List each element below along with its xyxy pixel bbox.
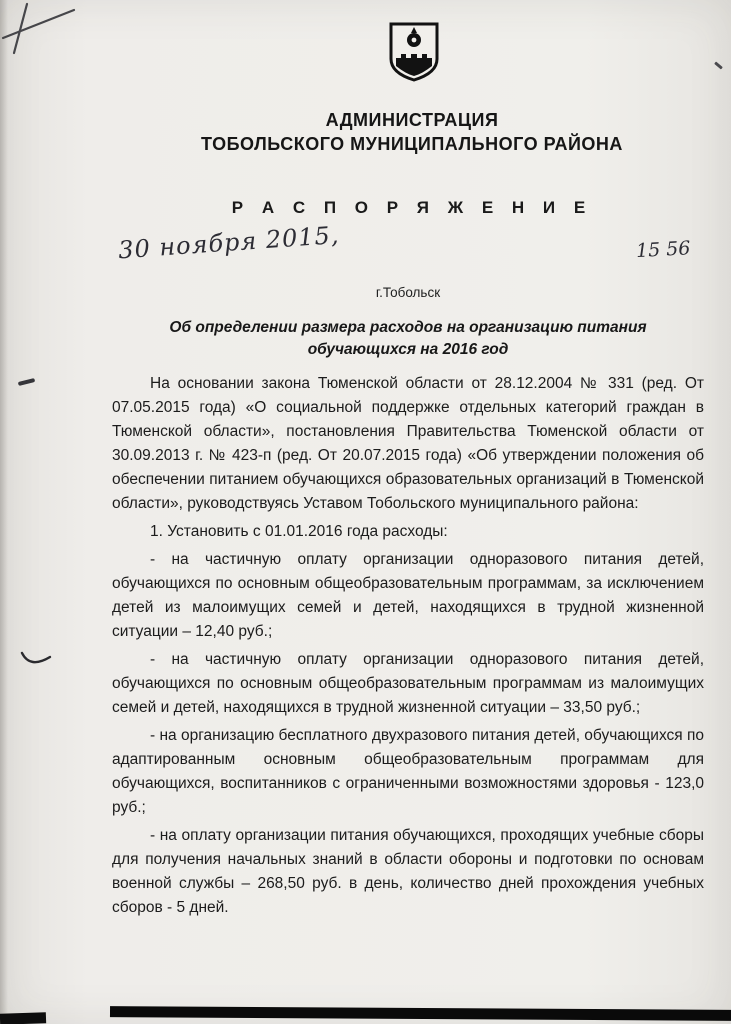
paragraph-rate-regular: - на частичную оплату организации одноразового питания детей, обучающихся по основным общеобразовательным программам, за исключением детей из малоимущих семей и детей, находящихся в трудной жизненной ситуации – 12,40 руб.; — [112, 551, 704, 640]
document-title — [108, 317, 708, 361]
handwritten-number: 15 56 — [635, 237, 691, 263]
scan-left-shadow — [0, 0, 8, 1024]
org-line-2: ТОБОЛЬСКОГО МУНИЦИПАЛЬНОГО РАЙОНА — [201, 134, 623, 154]
corner-pen-mark — [714, 61, 723, 69]
org-line-1: АДМИНИСТРАЦИЯ — [325, 110, 499, 130]
scan-bottom-left-edge — [0, 1012, 46, 1024]
coat-of-arms-shield — [388, 22, 440, 82]
pen-cross-mark — [0, 0, 86, 60]
margin-dash-mark — [18, 378, 35, 386]
scan-bottom-edge — [110, 1006, 731, 1021]
city-line: г.Тобольск — [375, 285, 441, 300]
paragraph-rate-training: - на оплату организации питания обучающихся, проходящих учебные сборы для получения начальных знаний в области обороны и подготовки по основам военной службы – 268,50 руб. в день, количество дней прохождения учебных сборов - 5 дней. — [112, 827, 704, 916]
document-type-heading: Р А С П О Р Я Ж Е Н И Е — [231, 198, 593, 217]
paragraph-legal-basis: На основании закона Тюменской области от 28.12.2004 № 331 (ред. От 07.05.2015 года) «О социальной поддержке отдельных категорий граждан в Тюменской области», постановления Правительства Тюменской области от 30.09.2013 г. № 423-п (ред. От 20.07.2015 года) «Об утверждении положения об обеспечении питанием обучающихся образовательных организаций в Тюменской области», руководствуясь Уставом Тобольского муниципального района: — [112, 375, 704, 512]
organization-name — [112, 108, 712, 156]
paragraph-item-1: 1. Установить с 01.01.2016 года расходы: — [150, 523, 448, 540]
document-body — [112, 372, 704, 924]
margin-curve-mark — [20, 650, 54, 672]
document-title-line-1: Об определении размера расходов на организацию питания — [169, 319, 647, 336]
document-title-line-2: обучающихся на 2016 год — [307, 341, 509, 358]
paragraph-rate-disabilities: - на организацию бесплатного двухразового питания детей, обучающихся по адаптированным основным общеобразовательным программам для обучающихся, воспитанников с ограниченными возможностями здоровья - 123,0 руб.; — [112, 727, 704, 816]
paragraph-rate-lowincome: - на частичную оплату организации одноразового питания детей, обучающихся по основным общеобразовательным программам из малоимущих семей и детей, находящихся в трудной жизненной ситуации – 33,50 руб.; — [112, 651, 704, 716]
coat-of-arms — [388, 22, 440, 82]
handwritten-date: 30 ноября 2015, — [117, 220, 341, 265]
